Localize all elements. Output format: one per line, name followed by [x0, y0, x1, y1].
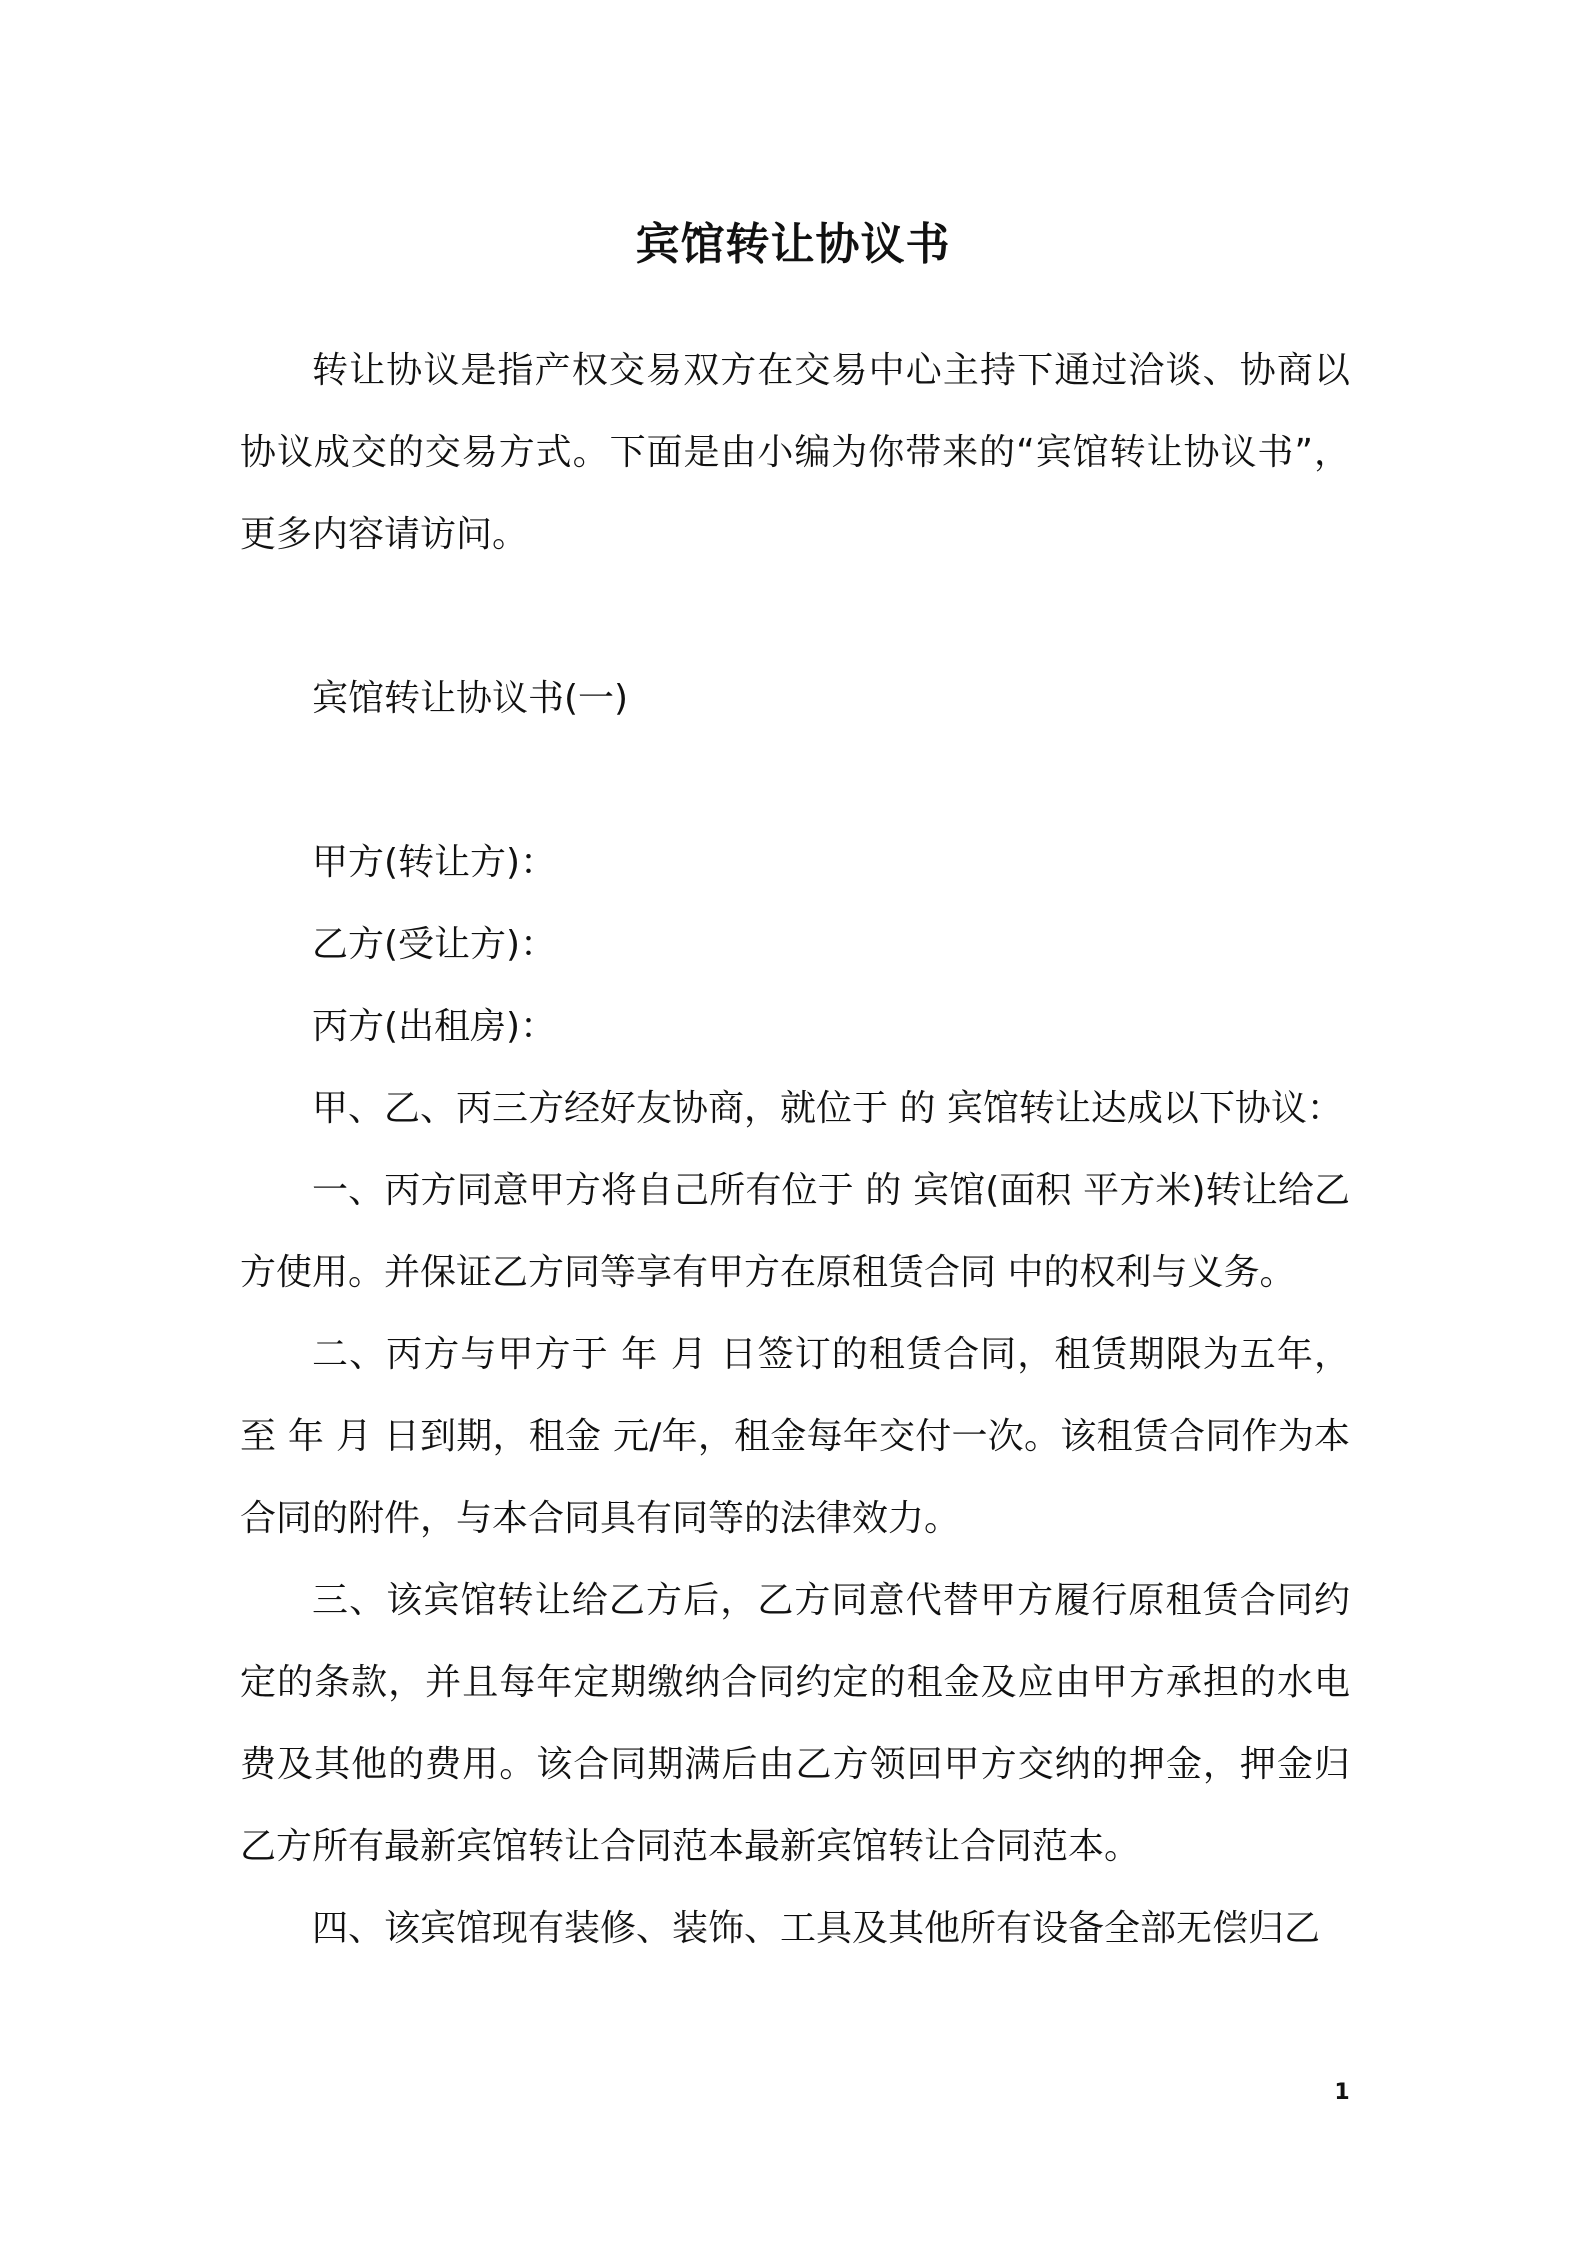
clause-4: 四、该宾馆现有装修、装饰、工具及其他所有设备全部无偿归乙 [312, 1908, 1321, 1949]
party-a-line: 甲方(转让方)： [312, 842, 557, 883]
preamble-paragraph: 甲、乙、丙三方经好友协商，就位于 的 宾馆转让达成以下协议： [312, 1088, 1343, 1129]
document-body [240, 330, 1350, 1970]
document-title: 宾馆转让协议书 [635, 219, 951, 270]
intro-paragraph: 转让协议是指产权交易双方在交易中心主持下通过洽谈、协商以协议成交的交易方式。下面是由小编为你带来的“宾馆转让协议书”，更多内容请访问。 [240, 350, 1350, 555]
section-heading: 宾馆转让协议书(一) [312, 678, 629, 719]
clause-2: 二、丙方与甲方于 年 月 日签订的租赁合同，租赁期限为五年，至 年 月 日到期，租金 元/年，租金每年交付一次。该租赁合同作为本合同的附件，与本合同具有同等的法律效力。 [240, 1334, 1350, 1539]
blank-line [240, 740, 1350, 822]
page-number: 1 [1334, 2080, 1350, 2105]
clause-3: 三、该宾馆转让给乙方后，乙方同意代替甲方履行原租赁合同约定的条款，并且每年定期缴纳合同约定的租金及应由甲方承担的水电费及其他的费用。该合同期满后由乙方领回甲方交纳的押金，押金归乙方所有最新宾馆转让合同范本最新宾馆转让合同范本。 [240, 1580, 1350, 1867]
clause-1: 一、丙方同意甲方将自己所有位于 的 宾馆(面积 平方米)转让给乙方使用。并保证乙方同等享有甲方在原租赁合同 中的权利与义务。 [240, 1170, 1350, 1293]
party-b-line: 乙方(受让方)： [312, 924, 557, 965]
blank-line [240, 576, 1350, 658]
party-c-line: 丙方(出租房)： [312, 1006, 557, 1047]
